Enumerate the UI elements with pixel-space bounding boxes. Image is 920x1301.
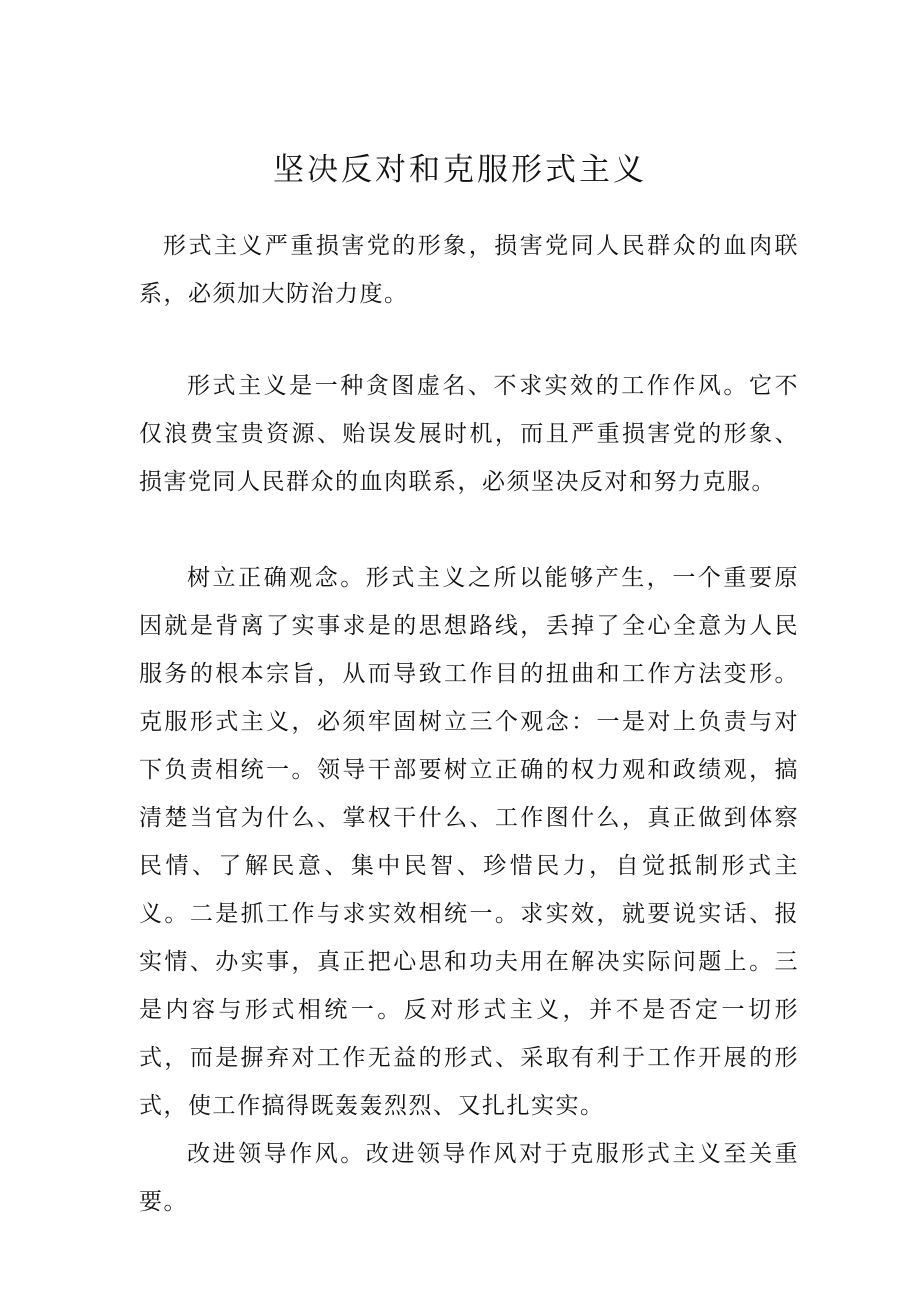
document-title: 坚决反对和克服形式主义 — [273, 152, 647, 188]
paragraph-intro: 形式主义严重损害党的形象，损害党同人民群众的血肉联系，必须加大防治力度。 — [139, 233, 799, 307]
paragraph-definition: 形式主义是一种贪图虚名、不求实效的工作作风。它不仅浪费宝贵资源、贻误发展时机，而且严重损害党的形象、损害党同人民群众的血肉联系，必须坚决反对和努力克服。 — [139, 373, 799, 495]
paragraph-correct-concepts: 树立正确观念。形式主义之所以能够产生，一个重要原因就是背离了实事求是的思想路线，丢掉了全心全意为人民服务的根本宗旨，从而导致工作目的扭曲和工作方法变形。克服形式主义，必须牢固树立三个观念：一是对上负责与对下负责相统一。领导干部要树立正确的权力观和政绩观，搞清楚当官为什么、掌权干什么、工作图什么，真正做到体察民情、了解民意、集中民智、珍惜民力，自觉抵制形式主义。二是抓工作与求实效相统一。求实效，就要说实话、报实情、办实事，真正把心思和功夫用在解决实际问题上。三是内容与形式相统一。反对形式主义，并不是否定一切形式，而是摒弃对工作无益的形式、采取有利于工作开展的形式，使工作搞得既轰轰烈烈、又扎扎实实。 — [139, 565, 799, 1119]
paragraph-leadership-style: 改进领导作风。改进领导作风对于克服形式主义至关重要。 — [139, 1141, 799, 1215]
